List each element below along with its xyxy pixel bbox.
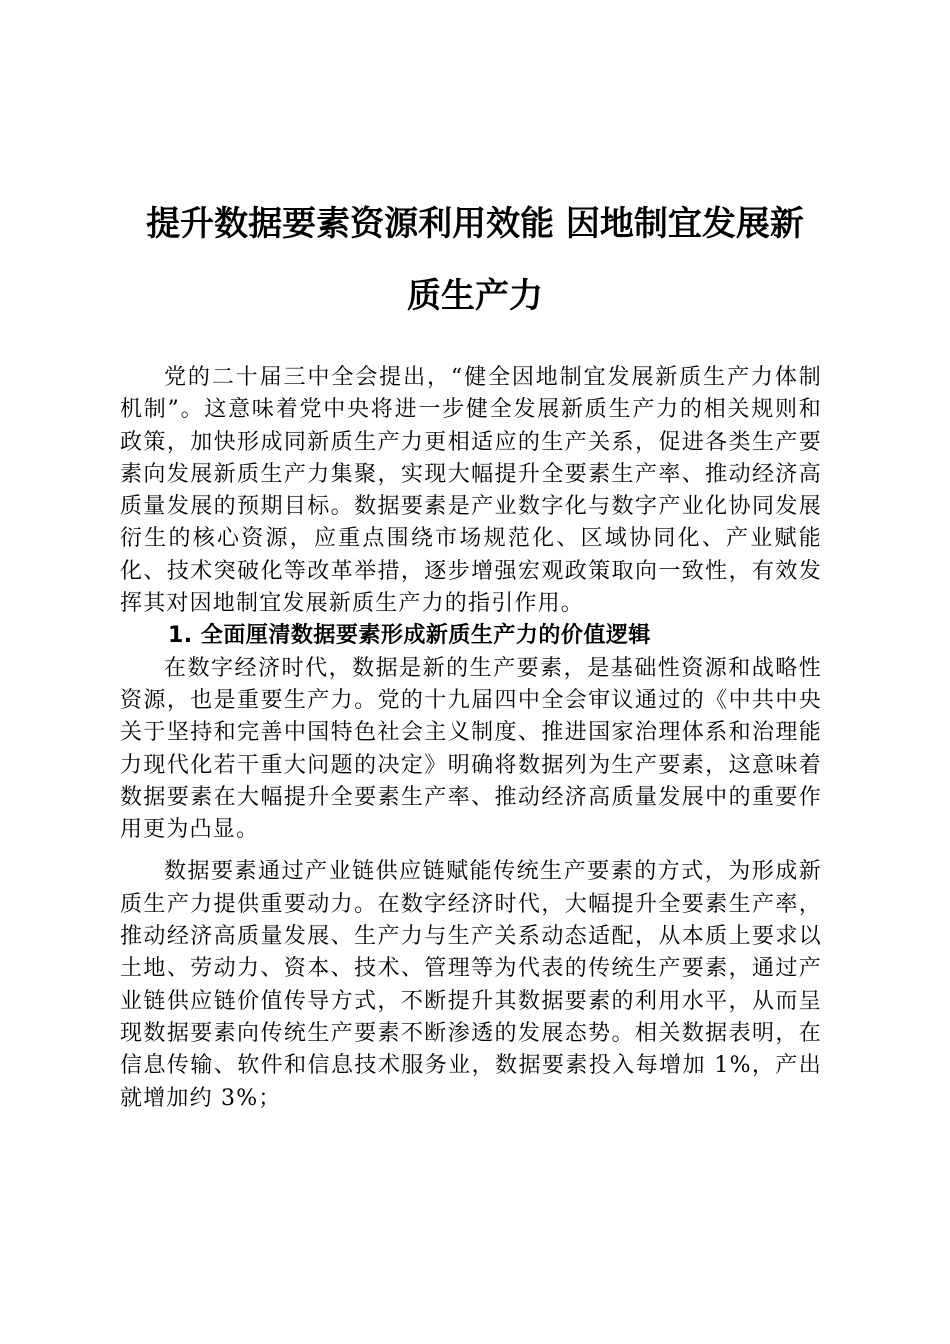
- paragraph-intro: 党的二十届三中全会提出，“健全因地制宜发展新质生产力体制机制”。这意味着党中央将进一步健全发展新质生产力的相关规则和政策，加快形成同新质生产力更相适应的生产关系，促进各类生产要素向发展新质生产力集聚，实现大幅提升全要素生产率、推动经济高质量发展的预期目标。数据要素是产业数字化与数字产业化协同发展衍生的核心资源，应重点围绕市场规范化、区域协同化、产业赋能化、技术突破化等改革举措，逐步增强宏观政策取向一致性，有效发挥其对因地制宜发展新质生产力的指引作用。: [120, 365, 822, 617]
- document-title-line-1: 提升数据要素资源利用效能 因地制宜发展新: [146, 204, 804, 244]
- section-heading-1: 1. 全面厘清数据要素形成新质生产力的价值逻辑: [168, 623, 651, 649]
- paragraph-section1-a: 在数字经济时代，数据是新的生产要素，是基础性资源和战略性资源，也是重要生产力。党的十九届四中全会审议通过的《中共中央关于坚持和完善中国特色社会主义制度、推进国家治理体系和治理能力现代化若干重大问题的决定》明确将数据列为生产要素，这意味着数据要素在大幅提升全要素生产率、推动经济高质量发展中的重要作用更为凸显。: [120, 655, 822, 843]
- document-body: [120, 362, 822, 1115]
- paragraph-section1-b: 数据要素通过产业链供应链赋能传统生产要素的方式，为形成新质生产力提供重要动力。在数字经济时代，大幅提升全要素生产率，推动经济高质量发展、生产力与生产关系动态适配，从本质上要求以土地、劳动力、资本、技术、管理等为代表的传统生产要素，通过产业链供应链价值传导方式，不断提升其数据要素的利用水平，从而呈现数据要素向传统生产要素不断渗透的发展态势。相关数据表明，在信息传输、软件和信息技术服务业，数据要素投入每增加 1%，产出就增加约 3%；: [120, 859, 822, 1111]
- document-title-line-2: 质生产力: [407, 276, 543, 316]
